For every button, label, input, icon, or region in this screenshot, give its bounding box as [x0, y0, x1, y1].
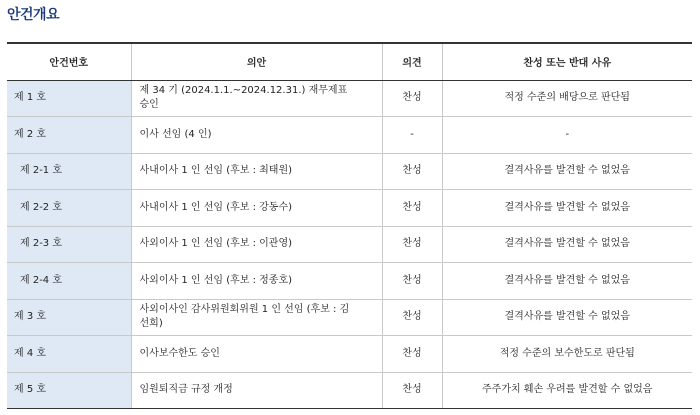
reason-cell: 결격사유를 발견할 수 없었음 — [442, 263, 692, 300]
opinion-cell: 찬성 — [382, 80, 442, 117]
agenda-number-cell: 제 2-4 호 — [7, 263, 131, 300]
agenda-cell: 사내이사 1 인 선임 (후보 : 최태원) — [131, 153, 382, 190]
agenda-cell: 이사보수한도 승인 — [131, 336, 382, 373]
table-row — [7, 226, 692, 263]
table-row — [7, 336, 692, 373]
agenda-number-cell: 제 2-2 호 — [7, 190, 131, 227]
agenda-cell: 제 34 기 (2024.1.1.~2024.12.31.) 재무제표 승인 — [131, 80, 382, 117]
opinion-cell: 찬성 — [382, 263, 442, 300]
agenda-cell: 사외이사 1 인 선임 (후보 : 이관영) — [131, 226, 382, 263]
agenda-cell: 사외이사 1 인 선임 (후보 : 정종호) — [131, 263, 382, 300]
agenda-number-cell: 제 1 호 — [7, 80, 131, 117]
opinion-cell: 찬성 — [382, 190, 442, 227]
reason-cell: 결격사유를 발견할 수 없었음 — [442, 190, 692, 227]
table-row — [7, 190, 692, 227]
reason-cell: - — [442, 117, 692, 154]
opinion-cell: 찬성 — [382, 299, 442, 336]
agenda-table — [7, 42, 692, 409]
header-agenda: 의안 — [131, 43, 382, 80]
table-row — [7, 153, 692, 190]
agenda-cell: 사내이사 1 인 선임 (후보 : 강동수) — [131, 190, 382, 227]
opinion-cell: 찬성 — [382, 336, 442, 373]
table-row — [7, 299, 692, 336]
agenda-cell: 임원퇴직금 규정 개정 — [131, 372, 382, 409]
reason-cell: 적정 수준의 보수한도로 판단됨 — [442, 336, 692, 373]
header-agenda-number: 안건번호 — [7, 43, 131, 80]
reason-cell: 결격사유를 발견할 수 없었음 — [442, 226, 692, 263]
reason-cell: 주주가치 훼손 우려를 발견할 수 없었음 — [442, 372, 692, 409]
opinion-cell: 찬성 — [382, 372, 442, 409]
header-opinion: 의견 — [382, 43, 442, 80]
agenda-cell: 사외이사인 감사위원회위원 1 인 선임 (후보 : 김선희) — [131, 299, 382, 336]
table-row — [7, 80, 692, 117]
opinion-cell: - — [382, 117, 442, 154]
table-header — [7, 43, 692, 80]
table-row — [7, 372, 692, 409]
agenda-number-cell: 제 2 호 — [7, 117, 131, 154]
table-row — [7, 117, 692, 154]
agenda-number-cell: 제 4 호 — [7, 336, 131, 373]
header-row — [7, 43, 692, 80]
reason-cell: 결격사유를 발견할 수 없었음 — [442, 153, 692, 190]
opinion-cell: 찬성 — [382, 153, 442, 190]
header-reason: 찬성 또는 반대 사유 — [442, 43, 692, 80]
section-title: 안건개요 — [7, 7, 60, 23]
table-body — [7, 80, 692, 409]
opinion-cell: 찬성 — [382, 226, 442, 263]
reason-cell: 적정 수준의 배당으로 판단됨 — [442, 80, 692, 117]
table-row — [7, 263, 692, 300]
agenda-number-cell: 제 3 호 — [7, 299, 131, 336]
agenda-number-cell: 제 2-1 호 — [7, 153, 131, 190]
reason-cell: 결격사유를 발견할 수 없었음 — [442, 299, 692, 336]
agenda-number-cell: 제 2-3 호 — [7, 226, 131, 263]
agenda-number-cell: 제 5 호 — [7, 372, 131, 409]
agenda-cell: 이사 선임 (4 인) — [131, 117, 382, 154]
